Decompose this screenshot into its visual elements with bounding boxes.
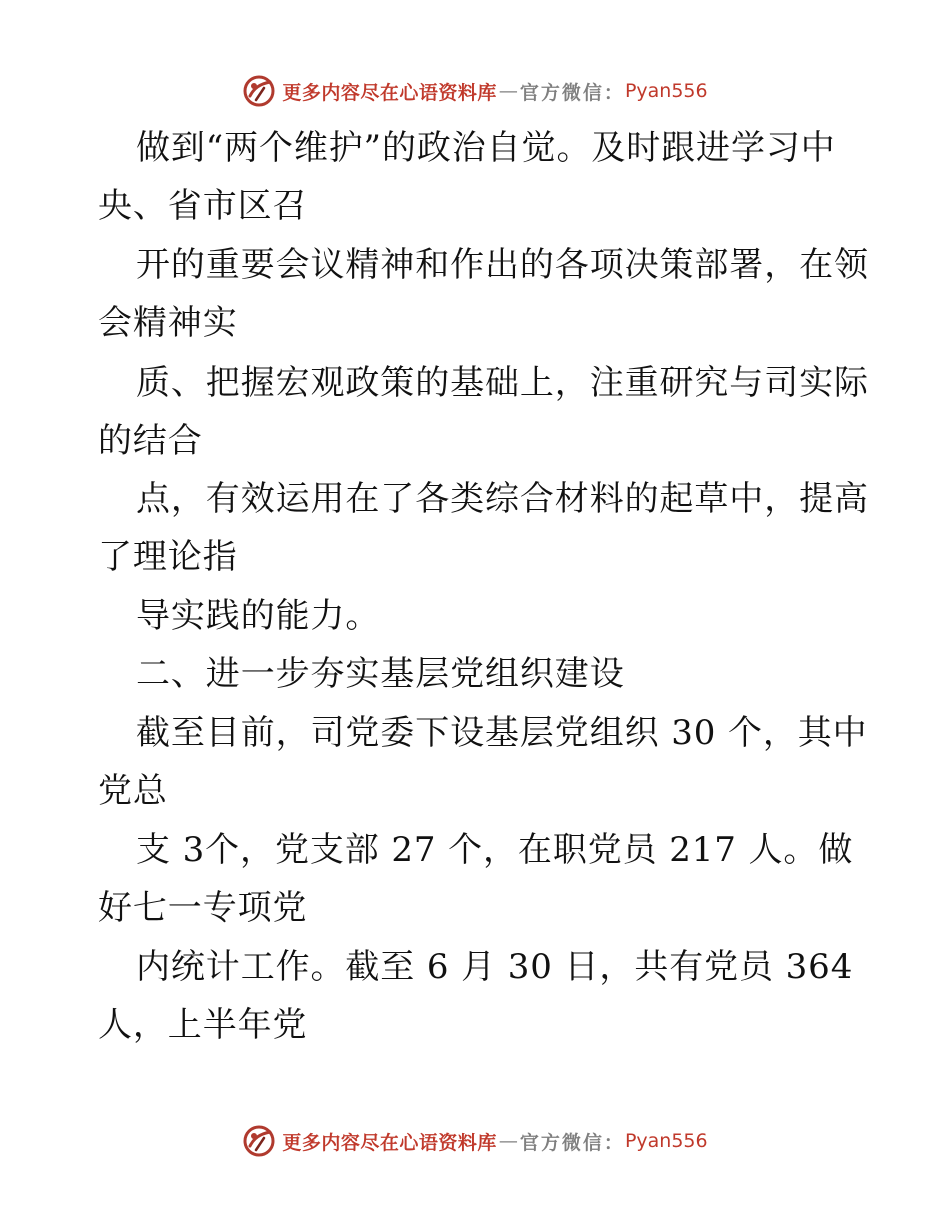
brand-logo-icon <box>242 1124 276 1158</box>
body-line: 导实践的能力。 <box>136 596 381 636</box>
body-line: 了理论指 <box>98 537 238 577</box>
body-line: 质、把握宏观政策的基础上，注重研究与司实际 <box>136 363 869 403</box>
official-wechat-label: 官方微信： <box>519 1131 625 1154</box>
wechat-id: Pyan556 <box>624 80 708 102</box>
body-line: 内统计工作。截至 6 月 30 日，共有党员 364 <box>136 947 854 987</box>
body-line: 的结合 <box>98 421 203 461</box>
section-heading: 二、进一步夯实基层党组织建设 <box>136 654 625 694</box>
body-line: 央、省市区召 <box>98 186 308 226</box>
body-line: 点，有效运用在了各类综合材料的起草中，提高 <box>136 479 869 519</box>
brand-slogan: 更多内容尽在心语资料库 <box>282 81 497 104</box>
body-line: 好七一专项党 <box>98 888 308 928</box>
page-footer <box>0 1121 950 1161</box>
brand-dash: — <box>498 80 518 102</box>
body-line: 截至目前，司党委下设基层党组织 30 个，其中 <box>136 713 868 753</box>
body-line: 会精神实 <box>98 303 238 343</box>
wechat-id: Pyan556 <box>624 1130 708 1152</box>
official-wechat-label: 官方微信： <box>519 81 625 104</box>
body-line: 做到“两个维护”的政治自觉。及时跟进学习中 <box>136 128 836 168</box>
brand-slogan: 更多内容尽在心语资料库 <box>282 1131 497 1154</box>
body-line: 支 3个，党支部 27 个，在职党员 217 人。做 <box>136 830 854 870</box>
body-line: 党总 <box>98 771 168 811</box>
body-line: 人，上半年党 <box>98 1005 308 1045</box>
brand-dash: — <box>498 1130 518 1152</box>
body-line: 开的重要会议精神和作出的各项决策部署，在领 <box>136 245 869 285</box>
